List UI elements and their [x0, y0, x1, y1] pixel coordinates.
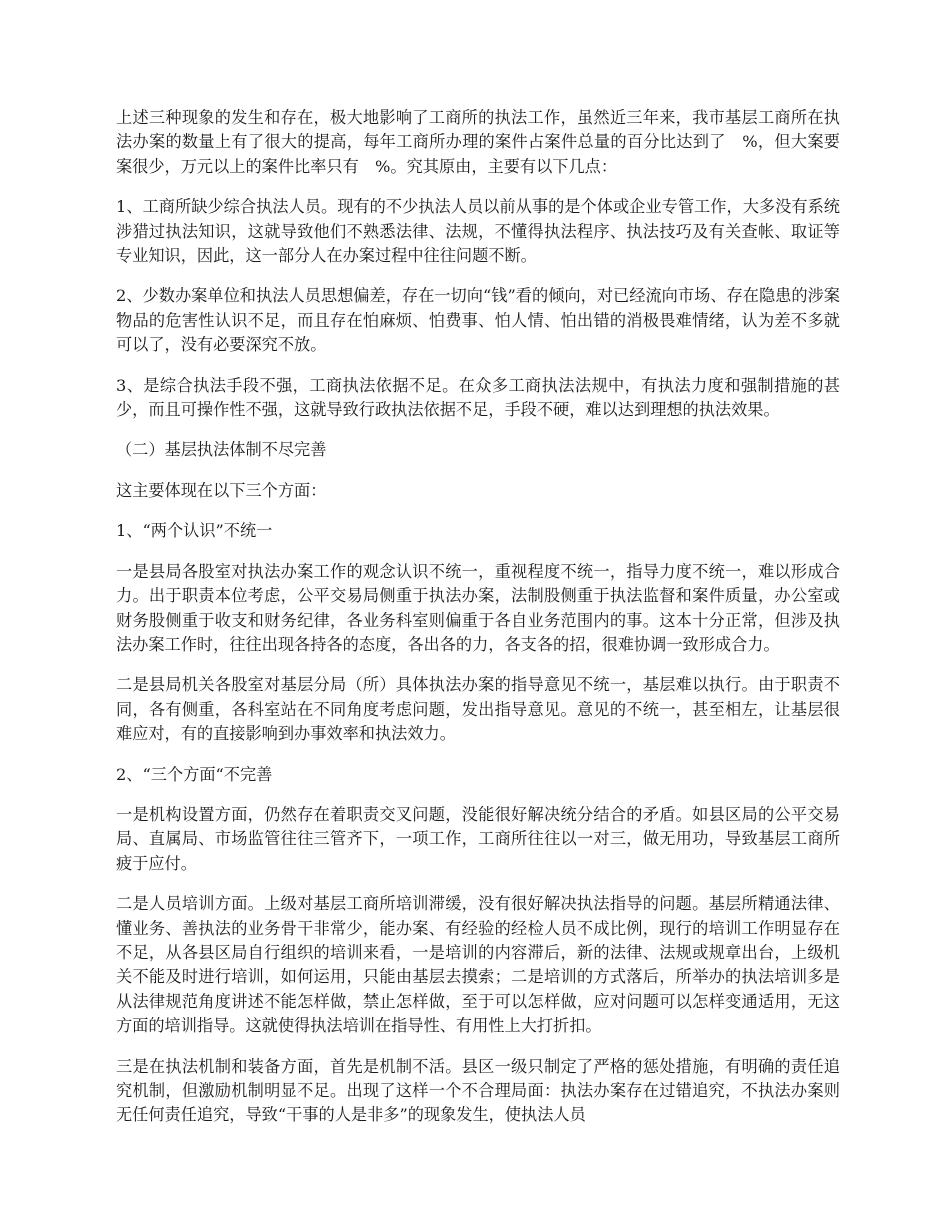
paragraph-aspect-2: 二是人员培训方面。上级对基层工商所培训滞缓，没有很好解决执法指导的问题。基层所精通法律、懂业务、善执法的业务骨干非常少，能办案、有经验的经检人员不成比例，现行的培训工作明显存在不足，从各县区局自行组织的培训来看，一是培训的内容滞后，新的法律、法规或规章出台，上级机关不能及时进行培训，如何运用，只能由基层去摸索；二是培训的方式落后，所举办的执法培训多是从法律规范角度讲述不能怎样做，禁止怎样做，至于可以怎样做，应对问题可以怎样变通适用，无这方面的培训指导。这就使得执法培训在指导性、有用性上大打折扣。	[116, 894, 840, 1036]
paragraph-point-1: 1、工商所缺少综合执法人员。现有的不少执法人员以前从事的是个体或企业专管工作，大多没有系统涉猎过执法知识，这就导致他们不熟悉法律、法规，不懂得执法程序、执法技巧及有关查帐、取证等专业知识，因此，这一部分人在办案过程中往往问题不断。	[116, 197, 840, 266]
paragraph-intro: 上述三种现象的发生和存在，极大地影响了工商所的执法工作，虽然近三年来，我市基层工商所在执法办案的数量上有了很大的提高，每年工商所办理的案件占案件总量的百分比达到了 %，但大案要案很少，万元以上的案件比率只有 %。究其原由，主要有以下几点：	[116, 108, 840, 176]
document-body	[116, 106, 840, 1144]
paragraph-recognition-2: 二是县局机关各股室对基层分局（所）具体执法办案的指导意见不统一，基层难以执行。由于职责不同，各有侧重，各科室站在不同角度考虑问题，发出指导意见。意见的不统一，甚至相左，让基层很难应对，有的直接影响到办事效率和执法效力。	[116, 675, 840, 744]
paragraph-aspect-3: 三是在执法机制和装备方面，首先是机制不活。县区一级只制定了严格的惩处措施，有明确的责任追究机制，但激励机制明显不足。出现了这样一个不合理局面：执法办案存在过错追究，不执法办案则无任何责任追究，导致“干事的人是非多”的现象发生，使执法人员	[116, 1056, 840, 1125]
section-heading: （二）基层执法体制不尽完善	[116, 440, 327, 460]
subheading-three-aspects: 2、“三个方面“不完善	[116, 764, 273, 784]
paragraph-aspect-1: 一是机构设置方面，仍然存在着职责交叉问题，没能很好解决统分结合的矛盾。如县区局的公平交易局、直属局、市场监管往往三管齐下，一项工作，工商所往往以一对三，做无用功，导致基层工商所疲于应付。	[116, 804, 840, 873]
paragraph-point-2: 2、少数办案单位和执法人员思想偏差，存在一切向“钱”看的倾向，对已经流向市场、存在隐患的涉案物品的危害性认识不足，而且存在怕麻烦、怕费事、怕人情、怕出错的消极畏难情绪，认为差不多就可以了，没有必要深究不放。	[116, 286, 840, 355]
paragraph-point-3: 3、是综合执法手段不强，工商执法依据不足。在众多工商执法法规中，有执法力度和强制措施的甚少，而且可操作性不强，这就导致行政执法依据不足，手段不硬，难以达到理想的执法效果。	[116, 375, 840, 420]
paragraph-section-intro: 这主要体现在以下三个方面：	[116, 480, 327, 500]
subheading-two-recognitions: 1、“两个认识”不统一	[116, 521, 273, 541]
paragraph-recognition-1: 一是县局各股室对执法办案工作的观念认识不统一，重视程度不统一，指导力度不统一，难以形成合力。出于职责本位考虑，公平交易局侧重于执法办案，法制股侧重于执法监督和案件质量，办公室或财务股侧重于收支和财务纪律，各业务科室则偏重于各自业务范围内的事。这本十分正常，但涉及执法办案工作时，往往出现各持各的态度，各出各的力，各支各的招，很难协调一致形成合力。	[116, 561, 840, 654]
